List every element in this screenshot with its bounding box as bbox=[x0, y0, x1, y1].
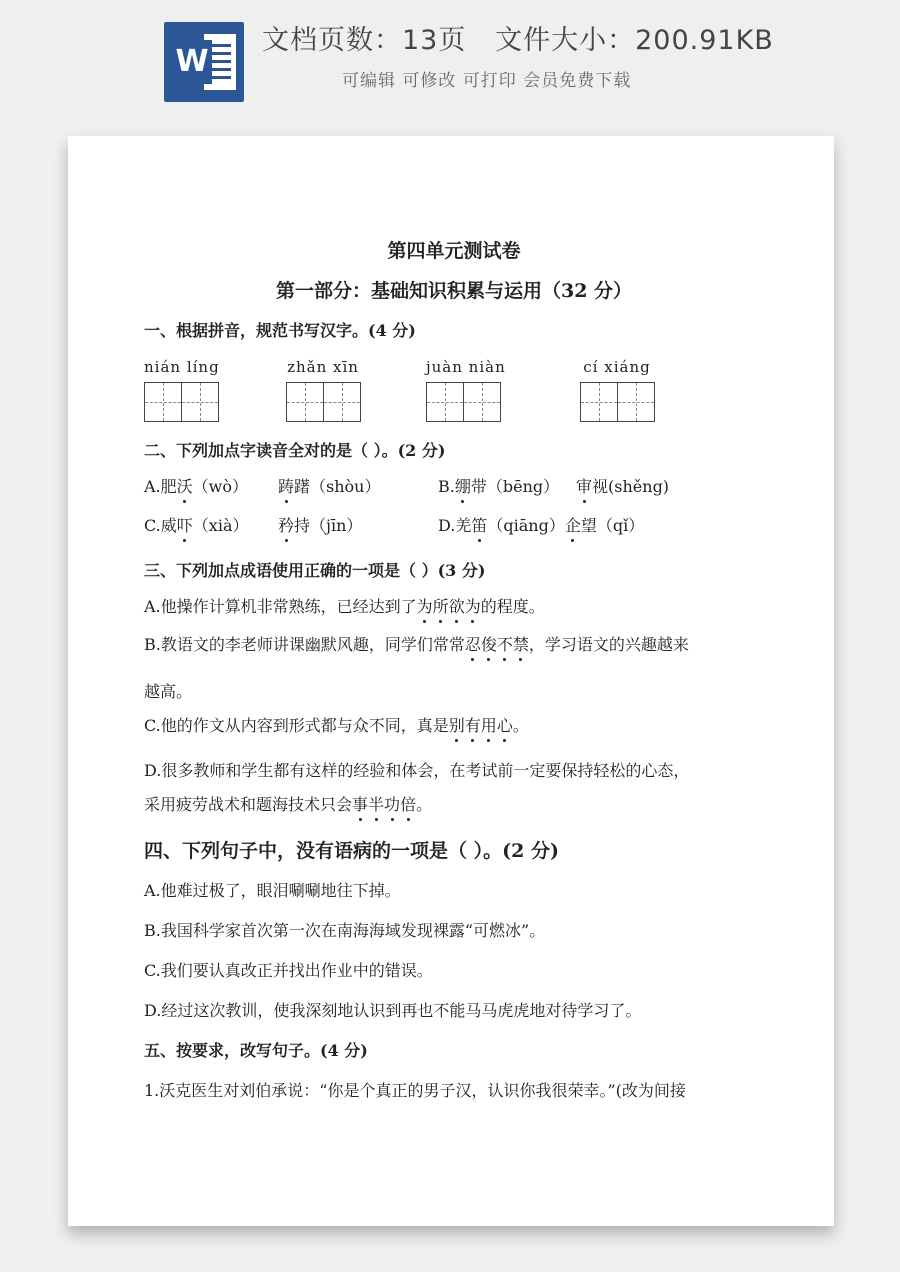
dotted-char: 不 bbox=[497, 632, 513, 655]
grid-cell[interactable] bbox=[426, 382, 464, 422]
sentence-option-a: A.他难过极了，眼泪唰唰地往下掉。 bbox=[144, 881, 401, 900]
dotted-char: 别 bbox=[449, 713, 465, 736]
exam-title: 第四单元测试卷 bbox=[387, 240, 521, 262]
dotted-char: 为 bbox=[465, 594, 481, 617]
banner-subtitle: 可编辑 可修改 可打印 会员免费下载 bbox=[342, 71, 632, 91]
question-1-heading: 一、根据拼音，规范书写汉字。(4 分) bbox=[144, 321, 416, 340]
option-c: C.威吓（xià） bbox=[144, 513, 248, 536]
dotted-char: 绷 bbox=[455, 474, 471, 497]
option-a-second: 踌躇（shòu） bbox=[278, 474, 381, 497]
dotted-char: 踌 bbox=[278, 474, 294, 497]
idiom-option-a: A.他操作计算机非常熟练，已经达到了为所欲为的程度。 bbox=[144, 594, 545, 617]
sentence-option-c: C.我们要认真改正并找出作业中的错误。 bbox=[144, 961, 433, 980]
question-5-heading: 五、按要求，改写句子。(4 分) bbox=[144, 1041, 368, 1060]
writing-grid[interactable] bbox=[144, 382, 220, 422]
pinyin-item-2 bbox=[286, 358, 360, 422]
dotted-char: 用 bbox=[481, 713, 497, 736]
question-3-heading: 三、下列加点成语使用正确的一项是（ ）(3 分) bbox=[144, 561, 486, 580]
dotted-char: 半 bbox=[368, 792, 384, 815]
option-b-second: 审视(shěng) bbox=[576, 474, 669, 497]
dotted-char: 俊 bbox=[481, 632, 497, 655]
word-letter: W bbox=[172, 40, 212, 84]
pinyin-label: cí xiáng bbox=[583, 358, 651, 376]
dotted-char: 笛 bbox=[471, 513, 487, 536]
option-a: A.肥沃（wò） bbox=[144, 474, 248, 497]
pinyin-item-4 bbox=[580, 358, 654, 422]
dotted-char: 有 bbox=[465, 713, 481, 736]
rewrite-item-1: 1.沃克医生对刘伯承说：“你是个真正的男子汉，认识你我很荣幸。”(改为间接 bbox=[144, 1081, 686, 1100]
dotted-char: 功 bbox=[384, 792, 400, 815]
grid-cell[interactable] bbox=[286, 382, 324, 422]
question-2-heading: 二、下列加点字读音全对的是（ ）。(2 分) bbox=[144, 441, 446, 460]
grid-cell[interactable] bbox=[580, 382, 618, 422]
writing-grid[interactable] bbox=[580, 382, 654, 422]
section-title: 第一部分：基础知识积累与运用（32 分） bbox=[275, 280, 633, 302]
dotted-char: 沃 bbox=[177, 474, 193, 497]
writing-grid[interactable] bbox=[286, 382, 360, 422]
option-b: B.绷带（bēng） bbox=[438, 474, 559, 497]
dotted-char: 倍 bbox=[400, 792, 416, 815]
download-banner bbox=[0, 0, 900, 120]
word-document-icon bbox=[164, 22, 244, 102]
banner-title: 文档页数：13页 文件大小：200.91KB bbox=[262, 25, 774, 56]
idiom-option-b-cont: 越高。 bbox=[144, 682, 193, 701]
grid-cell[interactable] bbox=[323, 382, 361, 422]
pinyin-item-1 bbox=[144, 358, 220, 422]
dotted-char: 心 bbox=[497, 713, 513, 736]
pinyin-item-3 bbox=[426, 358, 506, 422]
idiom-option-b: B.教语文的李老师讲课幽默风趣，同学们常常忍俊不禁，学习语文的兴趣越来 bbox=[144, 632, 689, 655]
idiom-option-d: D.很多教师和学生都有这样的经验和体会，在考试前一定要保持轻松的心态， bbox=[144, 761, 690, 780]
dotted-char: 矜 bbox=[278, 513, 294, 536]
dotted-char: 所 bbox=[433, 594, 449, 617]
writing-grid[interactable] bbox=[426, 382, 506, 422]
option-d: D.羌笛（qiāng）企望（qǐ） bbox=[438, 513, 644, 536]
dotted-char: 审 bbox=[576, 474, 592, 497]
question-4-heading: 四、下列句子中，没有语病的一项是（ ）。(2 分) bbox=[144, 840, 559, 862]
grid-cell[interactable] bbox=[144, 382, 182, 422]
dotted-char: 忍 bbox=[465, 632, 481, 655]
idiom-option-d-cont: 采用疲劳战术和题海技术只会事半功倍。 bbox=[144, 792, 432, 815]
grid-cell[interactable] bbox=[617, 382, 655, 422]
document-page bbox=[68, 136, 834, 1226]
dotted-char: 事 bbox=[352, 792, 368, 815]
idiom-option-c: C.他的作文从内容到形式都与众不同，真是别有用心。 bbox=[144, 713, 529, 736]
pinyin-label: zhǎn xīn bbox=[287, 358, 359, 376]
sentence-option-d: D.经过这次教训，使我深刻地认识到再也不能马马虎虎地对待学习了。 bbox=[144, 1001, 642, 1020]
dotted-char: 吓 bbox=[177, 513, 193, 536]
grid-cell[interactable] bbox=[463, 382, 501, 422]
dotted-char: 企 bbox=[565, 513, 581, 536]
option-c-second: 矜持（jīn） bbox=[278, 513, 362, 536]
dotted-char: 为 bbox=[417, 594, 433, 617]
dotted-char: 欲 bbox=[449, 594, 465, 617]
pinyin-label: juàn niàn bbox=[426, 358, 506, 376]
pinyin-label: nián líng bbox=[144, 358, 220, 376]
grid-cell[interactable] bbox=[181, 382, 219, 422]
sentence-option-b: B.我国科学家首次第一次在南海海域发现裸露“可燃冰”。 bbox=[144, 921, 546, 940]
dotted-char: 禁 bbox=[513, 632, 529, 655]
